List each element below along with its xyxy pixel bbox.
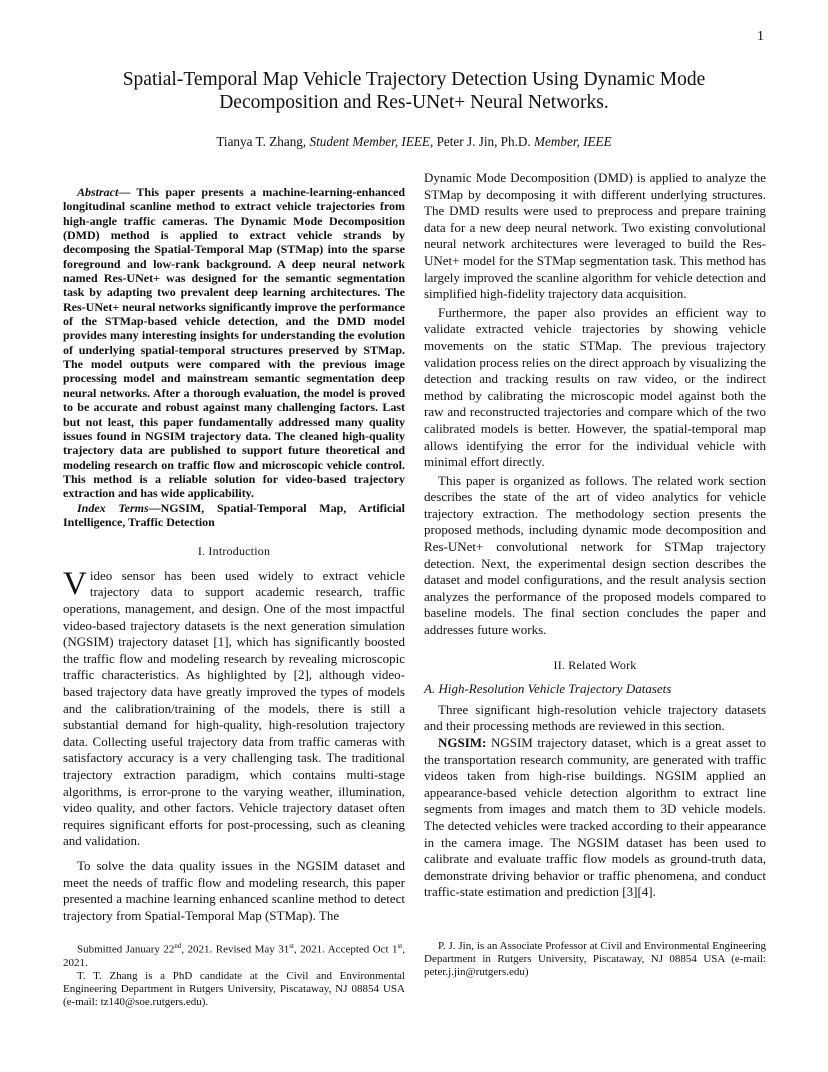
footnote-submitted bbox=[63, 940, 405, 970]
intro-paragraph-2: To solve the data quality issues in the NGSIM dataset and meet the needs of traffic flow and modeling research, this paper presented a machine learning enhanced scanline method to detect trajectory from Spatial-Temporal Map (STMap). The bbox=[63, 857, 405, 923]
footnote-submitted-d: , 2021. bbox=[63, 943, 405, 969]
author-2-role: Member, IEEE bbox=[534, 134, 612, 149]
right-paragraph-3: This paper is organized as follows. The related work section describes the state of the art of video analytics for vehicle trajectory extraction. The methodology section presents the proposed methods, including dynamic mode decomposition and Res-UNet+ convolutional network for STMap trajectory detection. Next, the experimental design section describes the dataset and model configurations, and the result analysis section analyzes the performance of the proposed models compared to baseline models. The final section concludes the paper and addresses future works. bbox=[424, 472, 766, 638]
ngsim-paragraph bbox=[424, 735, 766, 901]
drop-cap: V bbox=[63, 565, 87, 602]
right-paragraph-1: Dynamic Mode Decomposition (DMD) is applied to analyze the STMap by decomposing it with different underlying structures. The DMD results were used to preprocess and prepare training data for a new deep neural network. Two existing convolutional neural network architectures were leveraged to build the Res-UNet+ model for the STMap segmentation task. This method has largely improved the scanline algorithm for vehicle detection and simplified high-fidelity trajectory data acquisition. bbox=[424, 170, 766, 302]
subsection-heading-a: A. High-Resolution Vehicle Trajectory Datasets bbox=[424, 681, 672, 697]
related-paragraph-1: Three significant high-resolution vehicle trajectory datasets and their processing methods are reviewed in this section. bbox=[424, 701, 766, 734]
section-heading-introduction: I. Introduction bbox=[197, 544, 271, 559]
footnotes-left bbox=[63, 940, 405, 1010]
ngsim-text: NGSIM trajectory dataset, which is a great asset to the transportation research community, are generated with traffic videos taken from high-rise buildings. NGSIM applied an appearance-based vehicle detection algorithm to extract line segments from images and match them to 3D vehicle models. The detected vehicles were tracked according to their appearance in the camera image. The NGSIM dataset has been used to calibrate and evaluate traffic flow models as ground-truth data, demonstrate driving behavior or traffic phenomena, and conduct traffic-state estimation and prediction [3][4]. bbox=[424, 735, 766, 900]
paper-title bbox=[80, 68, 748, 114]
title-line-1: Spatial-Temporal Map Vehicle Trajectory Detection Using Dynamic Mode bbox=[122, 69, 706, 90]
abstract-text: — This paper presents a machine-learning-enhanced longitudinal scanline method to extract vehicle trajectories from high-angle traffic cameras. The Dynamic Mode Decomposition (DMD) method is applied to extract vehicle strands by decomposing the Spatial-Temporal Map (STMap) into the sparse foreground and low-rank background. A deep neural network named Res-UNet+ was designed for the semantic segmentation task by adapting two prevalent deep learning architectures. The Res-UNet+ neural networks significantly improve the performance of the STMap-based vehicle detection, and the DMD model provides many interesting insights for understanding the evolution of underlying spatial-temporal structures preserved by STMap. The model outputs were compared with the previous image processing model and mainstream semantic segmentation deep neural networks. After a thorough evaluation, the model is proved to be accurate and robust against many challenging factors. Last but not least, this paper fundamentally addressed many quality issues found in NGSIM trajectory data. The cleaned high-quality trajectory data are published to support future theoretical and modeling research on traffic flow and microscopic vehicle control. This method is a reliable solution for video-based trajectory extraction and has wide applicability. bbox=[63, 185, 405, 501]
left-column bbox=[63, 185, 405, 924]
footnote-jin: P. J. Jin, is an Associate Professor at Civil and Environmental Engineering Department in Rutgers University, Piscataway, NJ 08854 USA (e-mail: peter.j.jin@rutgers.edu) bbox=[424, 940, 766, 979]
index-terms-text: —NGSIM, Spatial-Temporal Map, Artificial Intelligence, Traffic Detection bbox=[63, 500, 405, 529]
index-terms bbox=[63, 501, 405, 530]
intro-paragraph-1-text: ideo sensor has been used widely to extract vehicle trajectory data to support academic research, traffic operations, management, and design. One of the most impactful video-based trajectory datasets is the next generation simulation (NGSIM) trajectory dataset [1], which has significantly boosted the traffic flow and modeling research by revealing microscopic traffic characteristics. As highlighted by [2], although video-based trajectory data have greatly improved the types of models and the calibration/training of the models, there is still a substantial demand for high-quality, high-resolution trajectory data. Collecting useful trajectory data from traffic cameras with satisfactory accuracy is a very challenging task. The traditional trajectory extraction paradigm, which contains multi-stage algorithms, is error-prone to the varying weather, illumination, video quality, and other factors. Vehicle trajectory dataset often requires significant efforts for post-processing, such as cleaning and validation. bbox=[63, 567, 405, 849]
footnote-submitted-a: Submitted January 22 bbox=[77, 943, 175, 956]
footnote-zhang: T. T. Zhang is a PhD candidate at the Civil and Environmental Engineering Department in Rutgers University, Piscataway, NJ 08854 USA (e-mail: tz140@soe.rutgers.edu). bbox=[63, 970, 405, 1009]
index-terms-label: Index Terms bbox=[77, 500, 149, 515]
page-number: 1 bbox=[757, 29, 764, 44]
abstract bbox=[63, 185, 405, 501]
footnote-submitted-c: , 2021. Accepted Oct 1 bbox=[293, 943, 398, 956]
footnote-submitted-b: , 2021. Revised May 31 bbox=[181, 943, 290, 956]
title-line-2: Decomposition and Res-UNet+ Neural Networks. bbox=[219, 92, 609, 113]
intro-paragraph-1 bbox=[63, 565, 405, 850]
right-column bbox=[424, 170, 766, 901]
author-1-name: Tianya T. Zhang, bbox=[216, 134, 310, 149]
footnotes-right bbox=[424, 940, 766, 980]
footnote-sup-3: st bbox=[397, 942, 403, 950]
right-paragraph-2: Furthermore, the paper also provides an efficient way to validate extracted vehicle trajectories by showing vehicle movements on the static STMap. The previous trajectory validation process relies on the direct approach by visualizing the detection and tracking results on raw video, or the indirect method by calibrating the microscopic model against both the raw and reconstructed trajectories and compare which of the two calibrated models is better. However, the spatial-temporal map allows identifying the error for the individual vehicle with minimal effort directly. bbox=[424, 304, 766, 470]
section-heading-related-work: II. Related Work bbox=[553, 657, 637, 672]
author-1-role: Student Member, IEEE bbox=[309, 134, 430, 149]
author-line bbox=[80, 134, 748, 150]
abstract-label: Abstract bbox=[77, 185, 119, 199]
footnote-sup-1: nd bbox=[174, 942, 182, 950]
author-separator: , Peter J. Jin, Ph.D. bbox=[429, 134, 535, 149]
footnote-sup-2: st bbox=[289, 942, 294, 950]
ngsim-lead: NGSIM: bbox=[438, 735, 487, 750]
